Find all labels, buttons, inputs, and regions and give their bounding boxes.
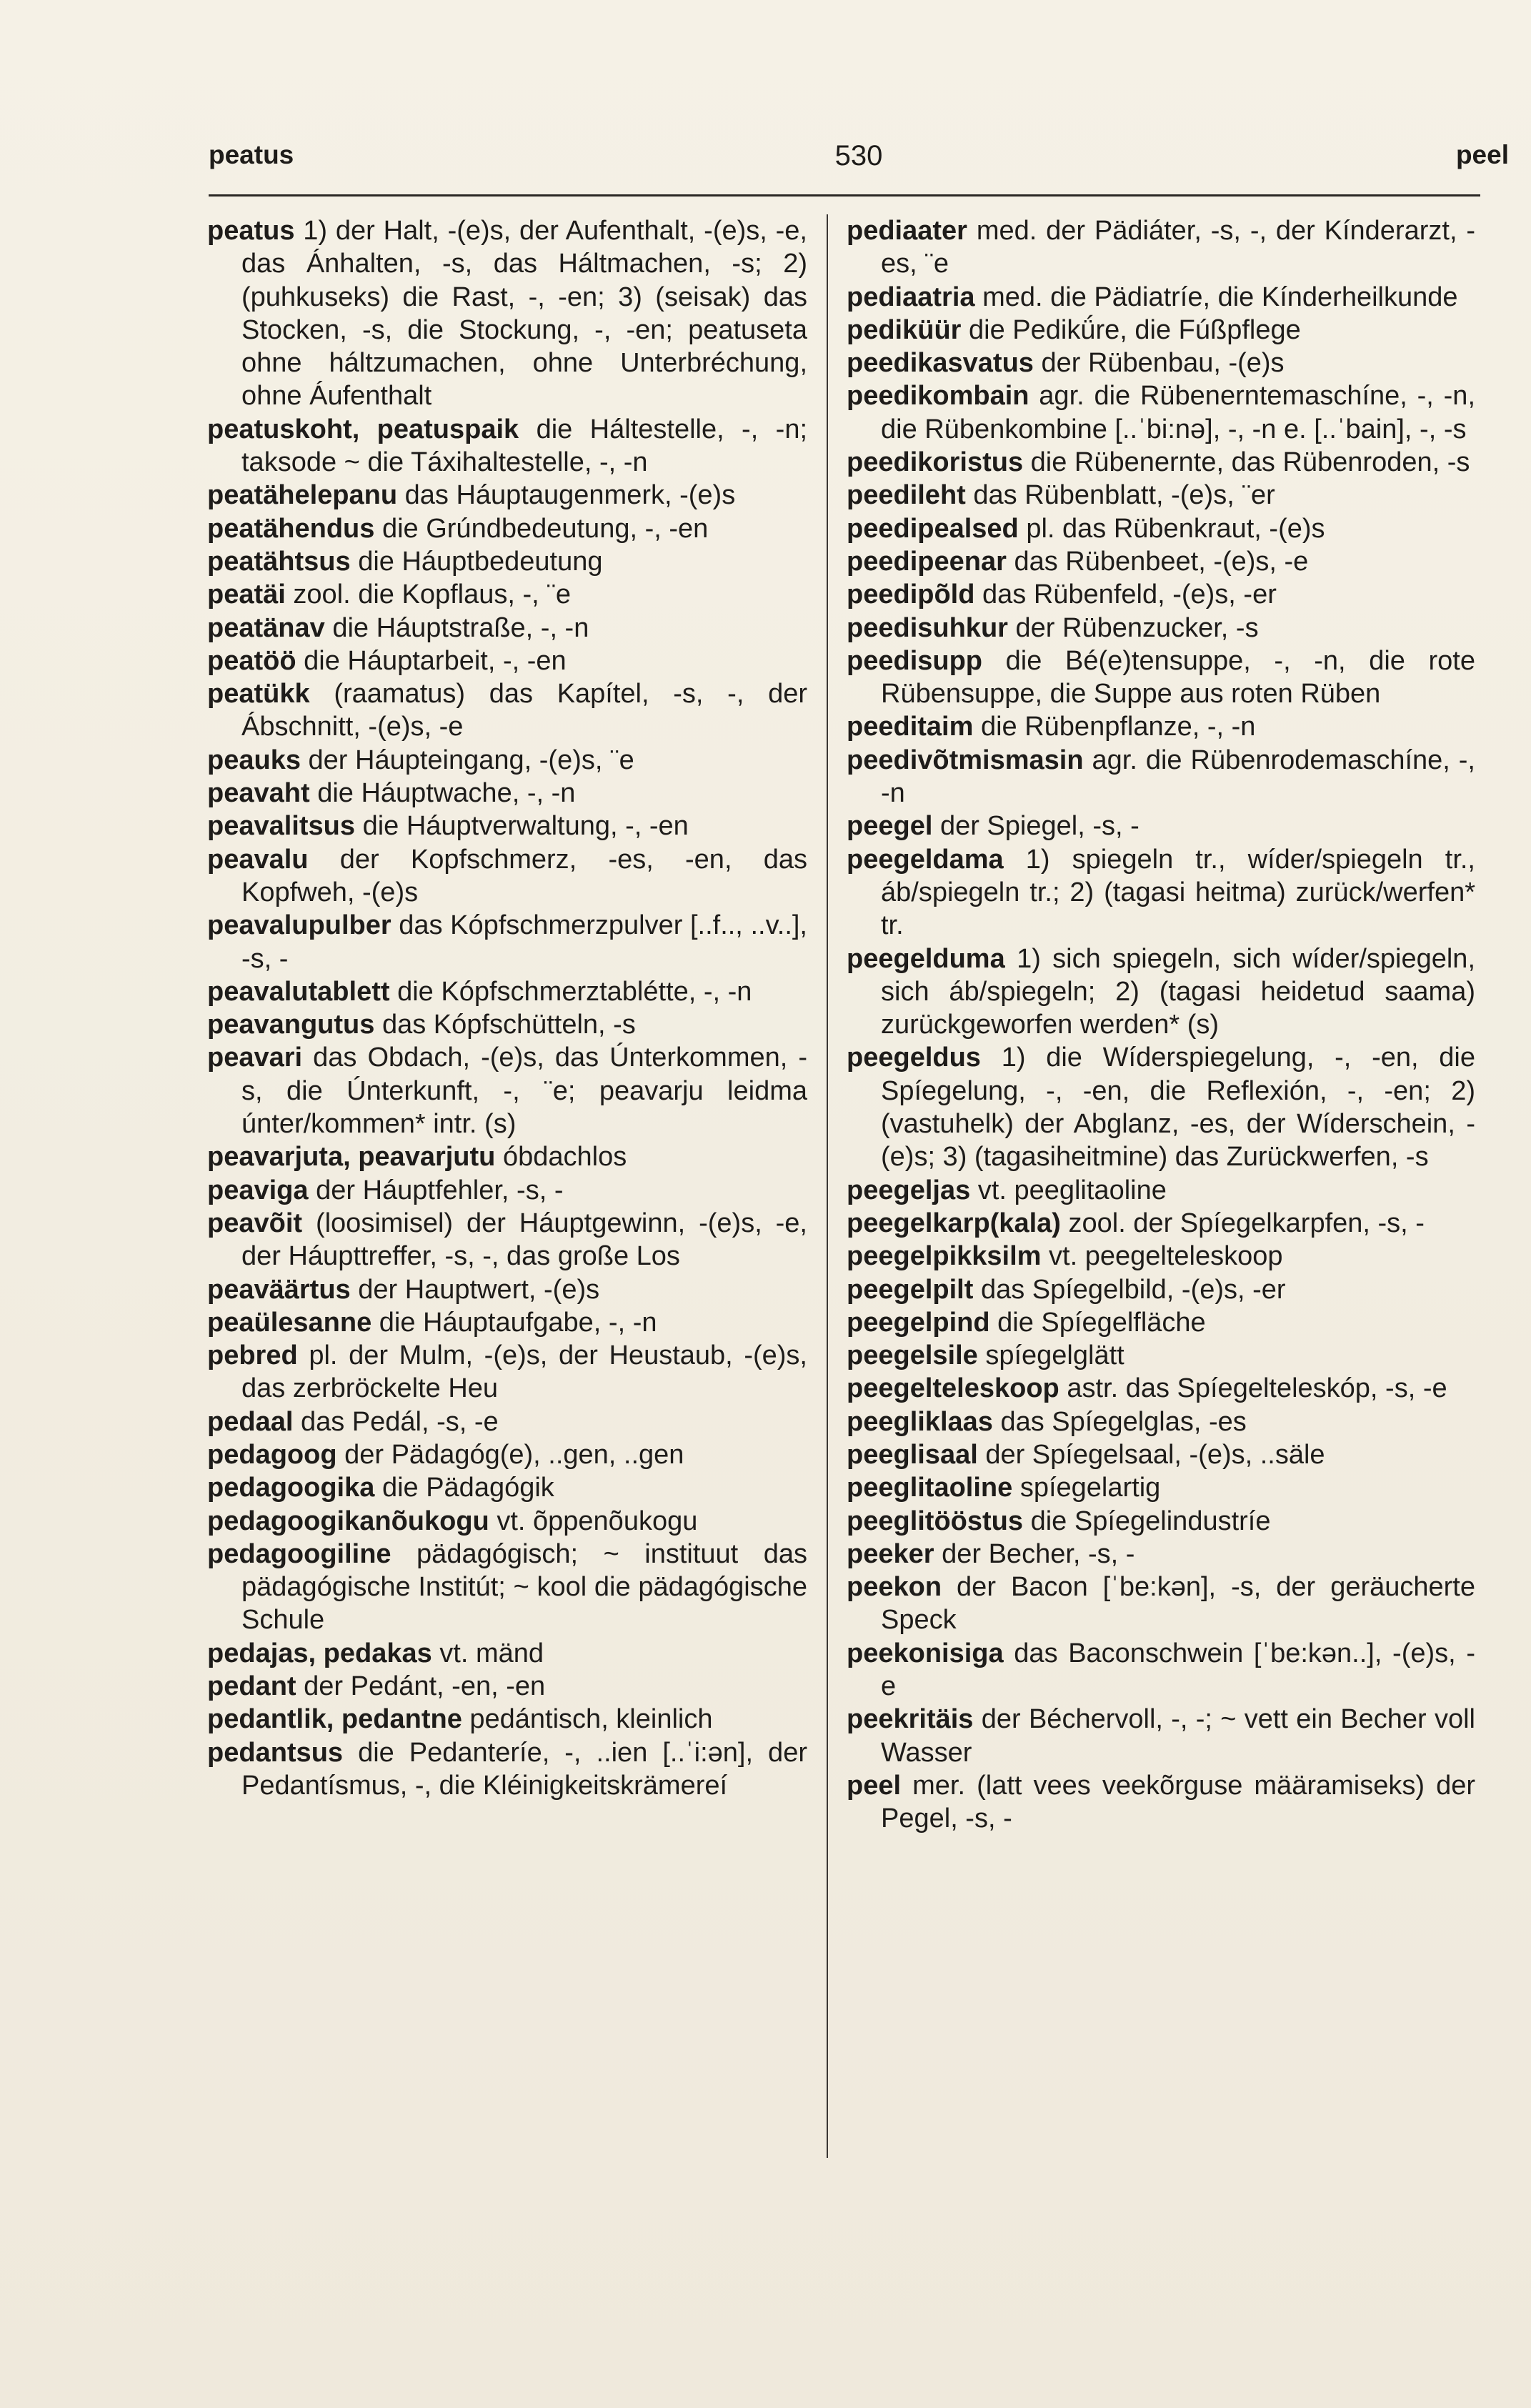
dictionary-entry [207,1041,807,1140]
entry-headword: peedisupp [847,645,983,676]
entry-definition: zool. der Spíegelkarpfen, -s, - [1068,1208,1425,1238]
entry-headword: pediküür [847,314,962,345]
entry-definition: vt. peegelteleskoop [1049,1241,1283,1272]
dictionary-entry [207,1140,807,1173]
entry-definition: die Spíegelfläche [997,1307,1206,1338]
entry-headword: peegliklaas [847,1406,993,1437]
dictionary-entry [847,710,1475,743]
dictionary-entry [847,479,1475,512]
entry-headword: peegeljas [847,1175,971,1205]
entry-headword: peedipealsed [847,513,1019,544]
dictionary-entry [847,843,1475,942]
entry-definition: die Rübenpflanze, -, -n [980,712,1256,742]
entry-definition: das Rübenblatt, -(e)s, ¨er [973,480,1275,511]
entry-definition: der Hauptwert, -(e)s [358,1274,600,1305]
entry-headword: peeglitööstus [847,1506,1024,1536]
entry-definition: 1) sich spiegeln, sich wíder/spiegeln, sich áb/spiegeln; 2) (tagasi heidetud saama) zurückgeworfen werden* (s) [881,943,1475,1040]
dictionary-entry [207,214,807,413]
entry-headword: peaväärtus [207,1274,351,1305]
entry-definition: das Kópfschmerzpulver [..f.., ..v..], -s, - [241,910,807,974]
entry-definition: das Baconschwein [ˈbe:kən..], -(e)s, -e [881,1638,1476,1702]
dictionary-entry [847,1438,1475,1471]
entry-definition: die Grúndbedeutung, -, -en [381,513,709,544]
entry-definition: die Spíegelindustríe [1030,1506,1271,1536]
entry-definition: der Háuptfehler, -s, - [316,1175,564,1205]
dictionary-entry [847,1505,1475,1538]
entry-headword: peedipeenar [847,546,1007,577]
dictionary-entry [207,545,807,578]
entry-definition: der Bacon [ˈbe:kən], -s, der geräucherte Speck [881,1572,1475,1636]
dictionary-entry [207,1273,807,1306]
dictionary-entry [847,1571,1475,1637]
entry-headword: peavalu [207,844,309,875]
entry-definition: agr. die Rübenrodemaschíne, -, -n [881,745,1475,809]
dictionary-entry [207,1471,807,1504]
entry-headword: peatähtsus [207,546,351,577]
dictionary-entry [207,1736,807,1803]
column-divider [827,214,828,2158]
dictionary-entry [847,1207,1475,1240]
entry-definition: die Pädagógik [381,1473,554,1503]
entry-definition: die Pedanteríe, -, ..ien [..ˈi:ən], der Pedantísmus, -, die Kléinigkeitskrämereí [241,1737,807,1801]
dictionary-entry [847,645,1475,711]
entry-headword: peedikombain [847,381,1029,412]
entry-headword: peeker [847,1538,934,1569]
header-right-guideword: peel [1455,140,1509,169]
dictionary-entry [847,1372,1475,1405]
dictionary-entry [207,1670,807,1703]
entry-headword: pedagoogiline [207,1538,392,1569]
dictionary-entry [847,1339,1475,1372]
entry-headword: peauks [207,745,301,775]
dictionary-entry [847,1637,1475,1703]
entry-headword: pedagoogikanõukogu [207,1506,489,1536]
entry-headword: peedipõld [847,579,975,610]
dictionary-entry [847,1174,1475,1207]
entry-definition: vt. õppenõukogu [497,1506,698,1536]
entry-definition: der Rübenzucker, -s [1015,612,1259,643]
entry-headword: peaviga [207,1175,309,1205]
header-left-guideword: peatus [209,140,294,169]
entry-headword: pebred [207,1340,298,1371]
right-column [847,214,1475,1836]
entry-headword: pedagoog [207,1439,337,1470]
entry-headword: peavangutus [207,1010,375,1040]
entry-definition: astr. das Spíegelteleskóp, -s, -e [1067,1373,1447,1404]
dictionary-entry [207,1008,807,1041]
entry-headword: pediaatria [847,282,975,312]
dictionary-entry [207,1438,807,1471]
entry-definition: der Béchervoll, -, -; ~ vett ein Becher voll Wasser [881,1704,1475,1768]
entry-headword: pedaal [207,1406,294,1437]
entry-headword: peegelteleskoop [847,1373,1059,1404]
entry-definition: die Háuptstraße, -, -n [332,612,589,643]
entry-definition: das Rübenfeld, -(e)s, -er [982,579,1277,610]
entry-headword: peekritäis [847,1704,974,1735]
entry-definition: pedántisch, kleinlich [469,1704,713,1735]
dictionary-entry [207,1207,807,1273]
entry-definition: vt. mänd [439,1638,544,1668]
dictionary-entry [847,545,1475,578]
entry-definition: der Kopfschmerz, -es, -en, das Kopfweh, -(e)s [241,844,807,907]
entry-definition: 1) die Wíderspiegelung, -, -en, die Spíegelung, -, -en, die Reflexión, -, -en; 2) (vastuhelk) der Abglanz, -es, der Wíderschein, -(e)s; 3) (tagasiheitmine) das Zurückwerfen, -s [881,1043,1476,1173]
entry-headword: peavari [207,1043,303,1073]
entry-definition: die Háltestelle, -, -n; taksode ~ die Táxihaltestelle, -, -n [241,414,808,478]
entry-definition: der Becher, -s, - [942,1538,1135,1569]
dictionary-entry [847,314,1475,347]
entry-definition: die Háuptbedeutung [358,546,603,577]
entry-headword: peegel [847,811,933,842]
entry-headword: peekon [847,1572,942,1603]
entry-definition: die Bé(e)tensuppe, -, -n, die rote Rübensuppe, die Suppe aus roten Rüben [881,645,1476,710]
entry-headword: peegelpilt [847,1274,974,1305]
entry-headword: peavõit [207,1208,303,1238]
dictionary-entry [847,744,1475,810]
dictionary-entry [847,281,1475,314]
entry-headword: peavalupulber [207,910,392,941]
entry-definition: die Rübenernte, das Rübenroden, -s [1030,447,1470,478]
dictionary-entry [847,379,1475,446]
entry-headword: peekonisiga [847,1638,1004,1668]
dictionary-entry [847,1306,1475,1339]
entry-headword: peatähendus [207,513,375,544]
page-header [209,140,1509,183]
entry-headword: pedagoogika [207,1473,375,1503]
dictionary-entry [847,810,1475,842]
entry-headword: peel [847,1770,902,1801]
dictionary-entry [847,1406,1475,1438]
entry-definition: das Kópfschütteln, -s [381,1010,636,1040]
dictionary-entry [207,1637,807,1670]
dictionary-entry [207,744,807,777]
dictionary-entry [207,677,807,744]
entry-headword: pedajas, pedakas [207,1638,432,1668]
entry-headword: peegeldama [847,844,1004,875]
entry-headword: peedikoristus [847,447,1024,478]
dictionary-entry [847,1240,1475,1273]
entry-headword: peeditaim [847,712,974,742]
entry-headword: peedileht [847,480,966,511]
entry-headword: peavalitsus [207,811,355,842]
dictionary-entry [207,777,807,810]
entry-headword: pedantsus [207,1737,344,1768]
entry-definition: das Rübenbeet, -(e)s, -e [1014,546,1309,577]
entry-definition: die Háuptaufgabe, -, -n [379,1307,657,1338]
entry-definition: der Spiegel, -s, - [939,811,1139,842]
dictionary-entry [207,645,807,677]
entry-headword: peegelkarp(kala) [847,1208,1061,1238]
dictionary-entry [847,512,1475,545]
entry-headword: peavarjuta, peavarjutu [207,1142,496,1173]
dictionary-entry [207,843,807,910]
entry-headword: peatus [207,216,295,246]
dictionary-entry [847,942,1475,1042]
entry-headword: peavalutablett [207,976,390,1007]
entry-headword: peatänav [207,612,325,643]
entry-definition: der Pedánt, -en, -en [304,1671,546,1702]
dictionary-entry [207,810,807,842]
entry-definition: das Háuptaugenmerk, -(e)s [404,480,736,511]
dictionary-entry [847,1273,1475,1306]
entry-definition: das Pedál, -s, -e [300,1406,499,1437]
entry-definition: med. die Pädiatríe, die Kínderheilkunde [982,282,1458,312]
dictionary-entry [207,1703,807,1736]
dictionary-entry [207,612,807,645]
left-column [207,214,807,1802]
dictionary-entry [207,1406,807,1438]
dictionary-entry [847,347,1475,379]
entry-definition: (raamatus) das Kapítel, -s, -, der Ábschnitt, -(e)s, -e [241,679,807,742]
dictionary-entry [207,975,807,1008]
entry-headword: peegelpind [847,1307,990,1338]
entry-headword: peeglitaoline [847,1473,1013,1503]
entry-definition: der Spíegelsaal, -(e)s, ..säle [985,1439,1325,1470]
entry-definition: spíegelartig [1019,1473,1161,1503]
entry-definition: spíegelglätt [985,1340,1124,1371]
dictionary-entry [847,1769,1475,1836]
entry-definition: óbdachlos [502,1142,627,1173]
entry-headword: peeglisaal [847,1439,978,1470]
dictionary-entry [207,1339,807,1406]
dictionary-entry [207,1306,807,1339]
entry-headword: peatuskoht, peatuspaik [207,414,519,444]
dictionary-entry [207,413,807,479]
page-number: 530 [834,140,883,171]
dictionary-entry [207,1505,807,1538]
entry-headword: peatöö [207,645,296,676]
entry-headword: peedivõtmismasin [847,745,1084,775]
dictionary-entry [847,214,1475,281]
entry-definition: (loosimisel) der Háuptgewinn, -(e)s, -e, der Háupttreffer, -s, -, das große Los [241,1208,807,1272]
entry-definition: med. der Pädiáter, -s, -, der Kínderarzt, -es, ¨e [881,216,1476,279]
entry-definition: die Háuptwache, -, -n [317,778,576,809]
entry-definition: vt. peeglitaoline [977,1175,1167,1205]
entry-definition: der Rübenbau, -(e)s [1041,348,1285,379]
entry-headword: peavaht [207,778,310,809]
entry-definition: mer. (latt vees veekõrguse määramiseks) der Pegel, -s, - [881,1770,1475,1834]
dictionary-entry [847,1538,1475,1571]
entry-definition: das Spíegelbild, -(e)s, -er [980,1274,1286,1305]
entry-definition: die Kópfschmerztablétte, -, -n [397,976,752,1007]
dictionary-entry [847,1703,1475,1769]
dictionary-entry [207,909,807,975]
dictionary-entry [207,512,807,545]
dictionary-entry [847,1471,1475,1504]
entry-definition: 1) der Halt, -(e)s, der Aufenthalt, -(e)s, -e, das Ánhalten, -s, das Háltmachen, -s; 2) (puhkuseks) die Rast, -, -en; 3) (seisak) das Stocken, -s, die Stockung, -, -en; peatuseta ohne háltzumachen, ohne Unterbréchung, ohne Áufenthalt [241,216,807,412]
entry-definition: der Pädagóg(e), ..gen, ..gen [344,1439,684,1470]
entry-headword: peegelpikksilm [847,1241,1042,1272]
entry-headword: peegeldus [847,1043,981,1073]
entry-definition: pl. das Rübenkraut, -(e)s [1026,513,1325,544]
entry-definition: 1) spiegeln tr., wíder/spiegeln tr., áb/spiegeln tr.; 2) (tagasi heitma) zurück/werfen* tr. [881,844,1475,941]
entry-definition: das Spíegelglas, -es [1000,1406,1247,1437]
entry-headword: peegelduma [847,943,1005,974]
entry-definition: der Háupteingang, -(e)s, ¨e [308,745,634,775]
entry-headword: peedisuhkur [847,612,1008,643]
entry-definition: agr. die Rübenerntemaschíne, -, -n, die Rübenkombine [..ˈbi:nə], -, -n e. [..ˈbain], -, -s [881,381,1475,444]
entry-headword: peaülesanne [207,1307,372,1338]
entry-headword: peatähelepanu [207,480,398,511]
dictionary-entry [207,479,807,512]
dictionary-entry [207,578,807,611]
entry-definition: zool. die Kopflaus, -, ¨e [293,579,572,610]
entry-definition: pl. der Mulm, -(e)s, der Heustaub, -(e)s, das zerbröckelte Heu [241,1340,807,1404]
entry-definition: die Háuptverwaltung, -, -en [362,811,689,842]
dictionary-entry [847,446,1475,479]
header-rule [209,194,1480,196]
entry-headword: pediaater [847,216,967,246]
entry-headword: pedant [207,1671,296,1702]
entry-definition: die Pedikǘre, die Fúßpflege [969,314,1301,345]
entry-definition: die Háuptarbeit, -, -en [304,645,567,676]
dictionary-entry [207,1538,807,1637]
entry-headword: pedantlik, pedantne [207,1704,462,1735]
dictionary-entry [847,578,1475,611]
dictionary-entry [207,1174,807,1207]
entry-headword: peedikasvatus [847,348,1034,379]
entry-definition: das Obdach, -(e)s, das Únterkommen, -s, die Únterkunft, -, ¨e; peavarju leidma únter/kommen* intr. (s) [241,1043,807,1140]
entry-headword: peatükk [207,679,310,710]
entry-headword: peegelsile [847,1340,978,1371]
entry-definition: pädagógisch; ~ instituut das pädagógische Institút; ~ kool die pädagógische Schule [241,1538,807,1636]
dictionary-entry [847,612,1475,645]
entry-headword: peatäi [207,579,286,610]
dictionary-entry [847,1041,1475,1173]
